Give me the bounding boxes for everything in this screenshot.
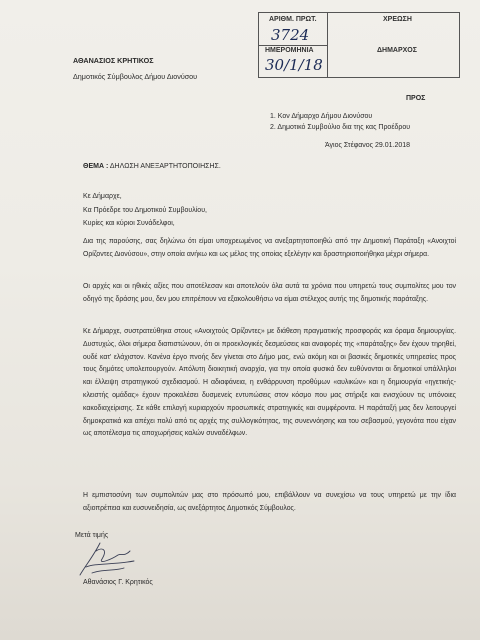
sender-role: Δημοτικός Σύμβουλος Δήμου Διονύσου xyxy=(73,72,198,81)
protocol-label: ΑΡΙΘΜ. ΠΡΩΤ. xyxy=(269,16,317,23)
closing-text: Μετά τιμής xyxy=(75,532,109,539)
sender-name: ΑΘΑΝΑΣΙΟΣ ΚΡΗΤΙΚΟΣ xyxy=(73,56,154,65)
to-label: ΠΡΟΣ xyxy=(406,95,426,102)
salutation-line: Κα Πρόεδρε του Δημοτικού Συμβουλίου, xyxy=(83,206,207,214)
body-paragraph: Κε Δήμαρχε, συστρατεύθηκα στους «Ανοιχτούς Ορίζοντες» με διάθεση πραγματικής προσφοράς και όραμα δημιουργίας. Δυστυχώς, όλοι σήμερα διαπιστώνουν, ότι οι προεκλογικές δεσμεύσεις και αναφορές της «παράταξης» δεν έχουν τηρηθεί, ουδέ κατ' ελάχιστον. Κανένα έργο πνοής δεν γίνεται στο Δήμο μας, ενώ ακόμη και οι βασικές δημοτικές υπηρεσίες προς τους δημότες υπολειτουργούν. Απόλυτη διοικητική αναρχία, για την οποία φυσικά δεν ευθύνονται οι δημοτικοί υπάλληλοι και έλλειψη στρατηγικού σχεδιασμού. Η αδιαφάνεια, η ενθάρρυνση προθύμων «αυλικών» και η δημιουργία «ηγετικής-κλειστής ομάδας» έχουν προκαλέσει δυσμενείς εντυπώσεις στον κόσμο που μας στήριξε και ενισχύουν τις υπόνοιες κακοδιαχείρισης. Σε κάθε επιλογή κυριαρχούν προσωπικές στρατηγικές και συμφέροντα. Η παράταξή μας δεν λειτουργεί δημοκρατικά και απέχει πολύ από τις αρχές της συλλογικότητας, της συνεννόησης και του σεβασμού, γεγονότα που είχαν ως αποτέλεσμα τις αποχωρήσεις καλών συναδέλφων. xyxy=(83,328,456,438)
protocol-number: 3724 xyxy=(271,26,310,44)
stamp-divider xyxy=(327,13,328,77)
salutation xyxy=(83,190,207,231)
recipient-item: 1. Κον Δήμαρχο Δήμου Διονύσου xyxy=(270,113,373,120)
signature xyxy=(72,535,142,583)
recipient-list xyxy=(270,111,410,133)
registry-stamp xyxy=(258,12,460,78)
recipient-item: 2. Δημοτικό Συμβούλιο δια της κας Προέδρου xyxy=(270,124,411,131)
stamp-date-label: ΗΜΕΡΟΜΗΝΙΑ xyxy=(265,47,314,54)
stamp-recipient-label: ΔΗΜΑΡΧΟΣ xyxy=(377,47,417,54)
stamp-divider xyxy=(259,45,327,46)
salutation-line: Κε Δήμαρχε, xyxy=(83,193,122,200)
subject-line xyxy=(83,163,221,170)
subject-label: ΘΕΜΑ : xyxy=(83,163,109,170)
body-paragraph: Δια της παρούσης, σας δηλώνω ότι είμαι υποχρεωμένος να ανεξαρτητοποιηθώ από την Δημοτική Παράταξη «Ανοιχτοί Ορίζοντες Διονύσου», στην οποία ανήκω και ως μέλος της οποίας εξελέγην και δραστηριοποιήθηκα μέχρι σήμερα. xyxy=(83,238,456,258)
stamp-date-value: 30/1/18 xyxy=(265,56,323,74)
body-paragraph: Οι αρχές και οι ηθικές αξίες που αποτέλεσαν και αποτελούν όλα αυτά τα χρόνια που υπηρετώ τους συμπολίτες μου τον οδηγό της δράσης μου, δεν μου επιτρέπουν να εξακολουθήσω να είμαι στέλεχος αυτής της δημοτικής παράταξης. xyxy=(83,283,456,303)
body-paragraph: Η εμπιστοσύνη των συμπολιτών μας στο πρόσωπό μου, επιβάλλουν να συνεχίσω να τους υπηρετώ με την ίδια αξιοπρέπεια και ευσυνειδησία, ως ανεξάρτητος Δημοτικός Σύμβουλος. xyxy=(83,492,456,512)
signer-name: Αθανάσιος Γ. Κρητικός xyxy=(83,579,153,586)
charge-label: ΧΡΕΩΣΗ xyxy=(383,16,412,23)
place-date: Άγιος Στέφανος 29.01.2018 xyxy=(325,142,411,149)
salutation-line: Κυρίες και κύριοι Συνάδελφοι, xyxy=(83,220,175,227)
subject-text: ΔΗΛΩΣΗ ΑΝΕΞΑΡΤΗΤΟΠΟΙΗΣΗΣ. xyxy=(109,163,221,170)
